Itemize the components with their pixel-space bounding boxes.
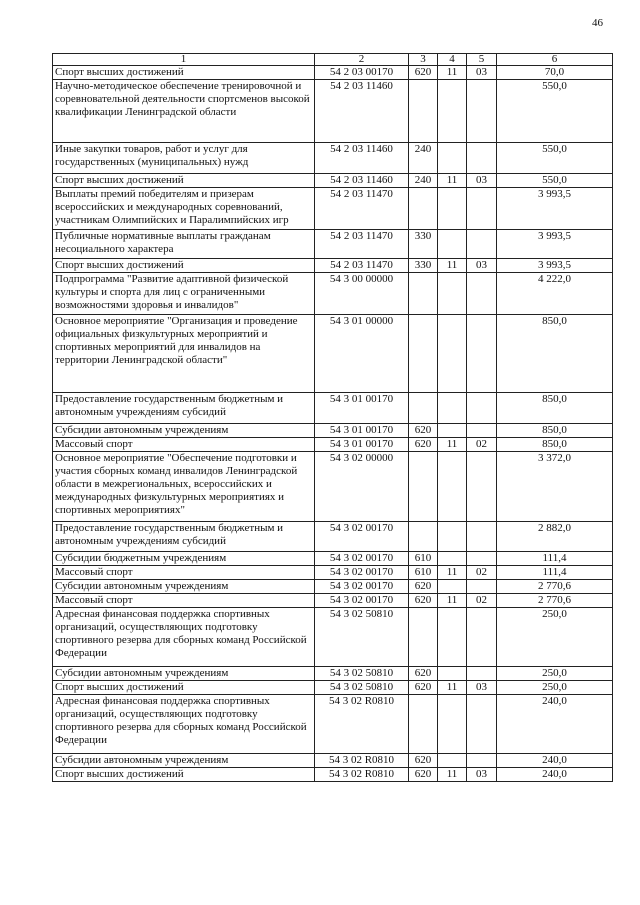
cell-code: 54 3 02 00170 <box>315 552 409 566</box>
table-row <box>53 667 613 681</box>
cell-code: 54 2 03 11460 <box>315 80 409 143</box>
cell-expense-type <box>409 80 438 143</box>
cell-expense-type: 620 <box>409 438 438 452</box>
cell-amount: 850,0 <box>497 424 613 438</box>
cell-expense-type <box>409 452 438 522</box>
table-row <box>53 452 613 522</box>
table-row <box>53 259 613 273</box>
cell-amount: 2 770,6 <box>497 580 613 594</box>
cell-name: Иные закупки товаров, работ и услуг для государственных (муниципальных) нужд <box>53 143 315 174</box>
cell-code: 54 2 03 11470 <box>315 259 409 273</box>
cell-code: 54 3 02 00000 <box>315 452 409 522</box>
cell-name: Предоставление государственным бюджетным и автономным учреждениям субсидий <box>53 522 315 552</box>
cell-subsection: 03 <box>467 174 497 188</box>
header-col-6: 6 <box>497 54 613 66</box>
header-col-5: 5 <box>467 54 497 66</box>
cell-code: 54 2 03 11470 <box>315 230 409 259</box>
cell-section <box>438 580 467 594</box>
cell-amount: 550,0 <box>497 143 613 174</box>
cell-subsection: 02 <box>467 566 497 580</box>
budget-table <box>52 53 613 782</box>
cell-code: 54 3 02 50810 <box>315 681 409 695</box>
table-row <box>53 695 613 754</box>
cell-subsection: 03 <box>467 66 497 80</box>
table-row <box>53 608 613 667</box>
cell-code: 54 3 01 00170 <box>315 393 409 424</box>
table-body <box>53 66 613 782</box>
cell-section: 11 <box>438 174 467 188</box>
cell-code: 54 3 02 00170 <box>315 580 409 594</box>
cell-code: 54 3 02 00170 <box>315 594 409 608</box>
cell-name: Спорт высших достижений <box>53 66 315 80</box>
cell-section <box>438 695 467 754</box>
cell-expense-type <box>409 522 438 552</box>
cell-name: Выплаты премий победителям и призерам всероссийских и международных соревнований, участникам Олимпийских и Паралимпийских игр <box>53 188 315 230</box>
cell-expense-type <box>409 273 438 315</box>
cell-name: Массовый спорт <box>53 594 315 608</box>
cell-code: 54 3 02 00170 <box>315 566 409 580</box>
cell-code: 54 2 03 11460 <box>315 174 409 188</box>
table-row <box>53 552 613 566</box>
cell-section: 11 <box>438 438 467 452</box>
cell-subsection <box>467 393 497 424</box>
cell-name: Спорт высших достижений <box>53 259 315 273</box>
cell-section <box>438 80 467 143</box>
table-row <box>53 768 613 782</box>
cell-section: 11 <box>438 681 467 695</box>
table-row <box>53 66 613 80</box>
cell-code: 54 3 01 00170 <box>315 438 409 452</box>
cell-name: Субсидии автономным учреждениям <box>53 424 315 438</box>
cell-expense-type <box>409 188 438 230</box>
table-header-row <box>53 54 613 66</box>
cell-code: 54 3 01 00170 <box>315 424 409 438</box>
header-col-4: 4 <box>438 54 467 66</box>
cell-section <box>438 754 467 768</box>
cell-expense-type: 330 <box>409 259 438 273</box>
cell-amount: 250,0 <box>497 681 613 695</box>
cell-subsection <box>467 315 497 393</box>
cell-section <box>438 452 467 522</box>
cell-expense-type <box>409 608 438 667</box>
cell-name: Основное мероприятие "Обеспечение подготовки и участия сборных команд инвалидов Ленинградской области в межрегиональных, всероссийских и международных физкультурных мероприятиях и спортивных мероприятиях" <box>53 452 315 522</box>
cell-name: Спорт высших достижений <box>53 174 315 188</box>
table-row <box>53 230 613 259</box>
cell-amount: 3 993,5 <box>497 188 613 230</box>
cell-subsection: 02 <box>467 438 497 452</box>
table-row <box>53 580 613 594</box>
cell-code: 54 2 03 11470 <box>315 188 409 230</box>
cell-section: 11 <box>438 768 467 782</box>
cell-subsection: 03 <box>467 681 497 695</box>
table-row <box>53 393 613 424</box>
cell-subsection <box>467 80 497 143</box>
cell-section <box>438 667 467 681</box>
cell-section: 11 <box>438 594 467 608</box>
cell-name: Субсидии автономным учреждениям <box>53 754 315 768</box>
cell-expense-type <box>409 695 438 754</box>
cell-subsection <box>467 273 497 315</box>
cell-section <box>438 188 467 230</box>
cell-expense-type <box>409 315 438 393</box>
cell-subsection <box>467 552 497 566</box>
cell-section <box>438 230 467 259</box>
cell-expense-type: 620 <box>409 681 438 695</box>
cell-amount: 240,0 <box>497 695 613 754</box>
table-row <box>53 273 613 315</box>
cell-section <box>438 315 467 393</box>
cell-section <box>438 393 467 424</box>
cell-amount: 250,0 <box>497 608 613 667</box>
cell-section <box>438 143 467 174</box>
cell-subsection: 03 <box>467 259 497 273</box>
cell-name: Массовый спорт <box>53 438 315 452</box>
table-row <box>53 566 613 580</box>
table-row <box>53 143 613 174</box>
cell-code: 54 3 00 00000 <box>315 273 409 315</box>
cell-section: 11 <box>438 566 467 580</box>
cell-expense-type: 240 <box>409 143 438 174</box>
cell-amount: 3 993,5 <box>497 259 613 273</box>
cell-expense-type: 610 <box>409 552 438 566</box>
cell-code: 54 2 03 11460 <box>315 143 409 174</box>
cell-subsection <box>467 424 497 438</box>
table-row <box>53 522 613 552</box>
cell-subsection <box>467 667 497 681</box>
cell-section <box>438 273 467 315</box>
cell-expense-type: 620 <box>409 667 438 681</box>
cell-expense-type: 330 <box>409 230 438 259</box>
cell-subsection <box>467 580 497 594</box>
cell-name: Субсидии автономным учреждениям <box>53 580 315 594</box>
cell-subsection <box>467 188 497 230</box>
cell-code: 54 3 02 00170 <box>315 522 409 552</box>
table-row <box>53 681 613 695</box>
table-row <box>53 438 613 452</box>
cell-section: 11 <box>438 259 467 273</box>
cell-amount: 111,4 <box>497 552 613 566</box>
cell-section <box>438 608 467 667</box>
cell-subsection <box>467 452 497 522</box>
cell-subsection: 02 <box>467 594 497 608</box>
cell-amount: 250,0 <box>497 667 613 681</box>
cell-amount: 2 882,0 <box>497 522 613 552</box>
cell-amount: 70,0 <box>497 66 613 80</box>
cell-subsection <box>467 695 497 754</box>
cell-subsection: 03 <box>467 768 497 782</box>
cell-name: Массовый спорт <box>53 566 315 580</box>
cell-name: Субсидии автономным учреждениям <box>53 667 315 681</box>
cell-expense-type: 620 <box>409 754 438 768</box>
cell-code: 54 3 01 00000 <box>315 315 409 393</box>
cell-expense-type: 620 <box>409 66 438 80</box>
cell-section <box>438 552 467 566</box>
table-row <box>53 594 613 608</box>
cell-amount: 2 770,6 <box>497 594 613 608</box>
cell-amount: 850,0 <box>497 438 613 452</box>
cell-amount: 3 993,5 <box>497 230 613 259</box>
header-col-1: 1 <box>53 54 315 66</box>
cell-section <box>438 522 467 552</box>
page-number: 46 <box>592 17 603 29</box>
cell-code: 54 2 03 00170 <box>315 66 409 80</box>
cell-amount: 240,0 <box>497 754 613 768</box>
cell-amount: 240,0 <box>497 768 613 782</box>
cell-code: 54 3 02 R0810 <box>315 768 409 782</box>
cell-subsection <box>467 522 497 552</box>
cell-section: 11 <box>438 66 467 80</box>
cell-expense-type: 240 <box>409 174 438 188</box>
table-row <box>53 80 613 143</box>
cell-subsection <box>467 143 497 174</box>
cell-name: Научно-методическое обеспечение тренировочной и соревновательной деятельности спортсменов высокой квалификации Ленинградской области <box>53 80 315 143</box>
cell-name: Публичные нормативные выплаты гражданам несоциального характера <box>53 230 315 259</box>
cell-expense-type <box>409 393 438 424</box>
cell-expense-type: 620 <box>409 424 438 438</box>
cell-section <box>438 424 467 438</box>
cell-code: 54 3 02 R0810 <box>315 754 409 768</box>
table-row <box>53 424 613 438</box>
cell-amount: 850,0 <box>497 315 613 393</box>
cell-name: Субсидии бюджетным учреждениям <box>53 552 315 566</box>
cell-subsection <box>467 754 497 768</box>
cell-name: Предоставление государственным бюджетным и автономным учреждениям субсидий <box>53 393 315 424</box>
cell-subsection <box>467 230 497 259</box>
cell-name: Адресная финансовая поддержка спортивных организаций, осуществляющих подготовку спортивного резерва для сборных команд Российской Федерации <box>53 608 315 667</box>
cell-amount: 111,4 <box>497 566 613 580</box>
cell-name: Спорт высших достижений <box>53 681 315 695</box>
cell-expense-type: 620 <box>409 594 438 608</box>
header-col-2: 2 <box>315 54 409 66</box>
table-row <box>53 174 613 188</box>
cell-amount: 4 222,0 <box>497 273 613 315</box>
cell-code: 54 3 02 R0810 <box>315 695 409 754</box>
cell-name: Адресная финансовая поддержка спортивных организаций, осуществляющих подготовку спортивного резерва для сборных команд Российской Федерации <box>53 695 315 754</box>
cell-code: 54 3 02 50810 <box>315 667 409 681</box>
cell-expense-type: 610 <box>409 566 438 580</box>
cell-amount: 3 372,0 <box>497 452 613 522</box>
cell-amount: 850,0 <box>497 393 613 424</box>
cell-name: Подпрограмма "Развитие адаптивной физической культуры и спорта для лиц с ограниченными возможностями здоровья и инвалидов" <box>53 273 315 315</box>
header-col-3: 3 <box>409 54 438 66</box>
cell-expense-type: 620 <box>409 768 438 782</box>
cell-amount: 550,0 <box>497 80 613 143</box>
cell-expense-type: 620 <box>409 580 438 594</box>
cell-name: Основное мероприятие "Организация и проведение официальных физкультурных мероприятий и спортивных мероприятий для инвалидов на территории Ленинградской области" <box>53 315 315 393</box>
cell-amount: 550,0 <box>497 174 613 188</box>
table-row <box>53 188 613 230</box>
cell-name: Спорт высших достижений <box>53 768 315 782</box>
cell-code: 54 3 02 50810 <box>315 608 409 667</box>
cell-subsection <box>467 608 497 667</box>
table-row <box>53 754 613 768</box>
table-row <box>53 315 613 393</box>
